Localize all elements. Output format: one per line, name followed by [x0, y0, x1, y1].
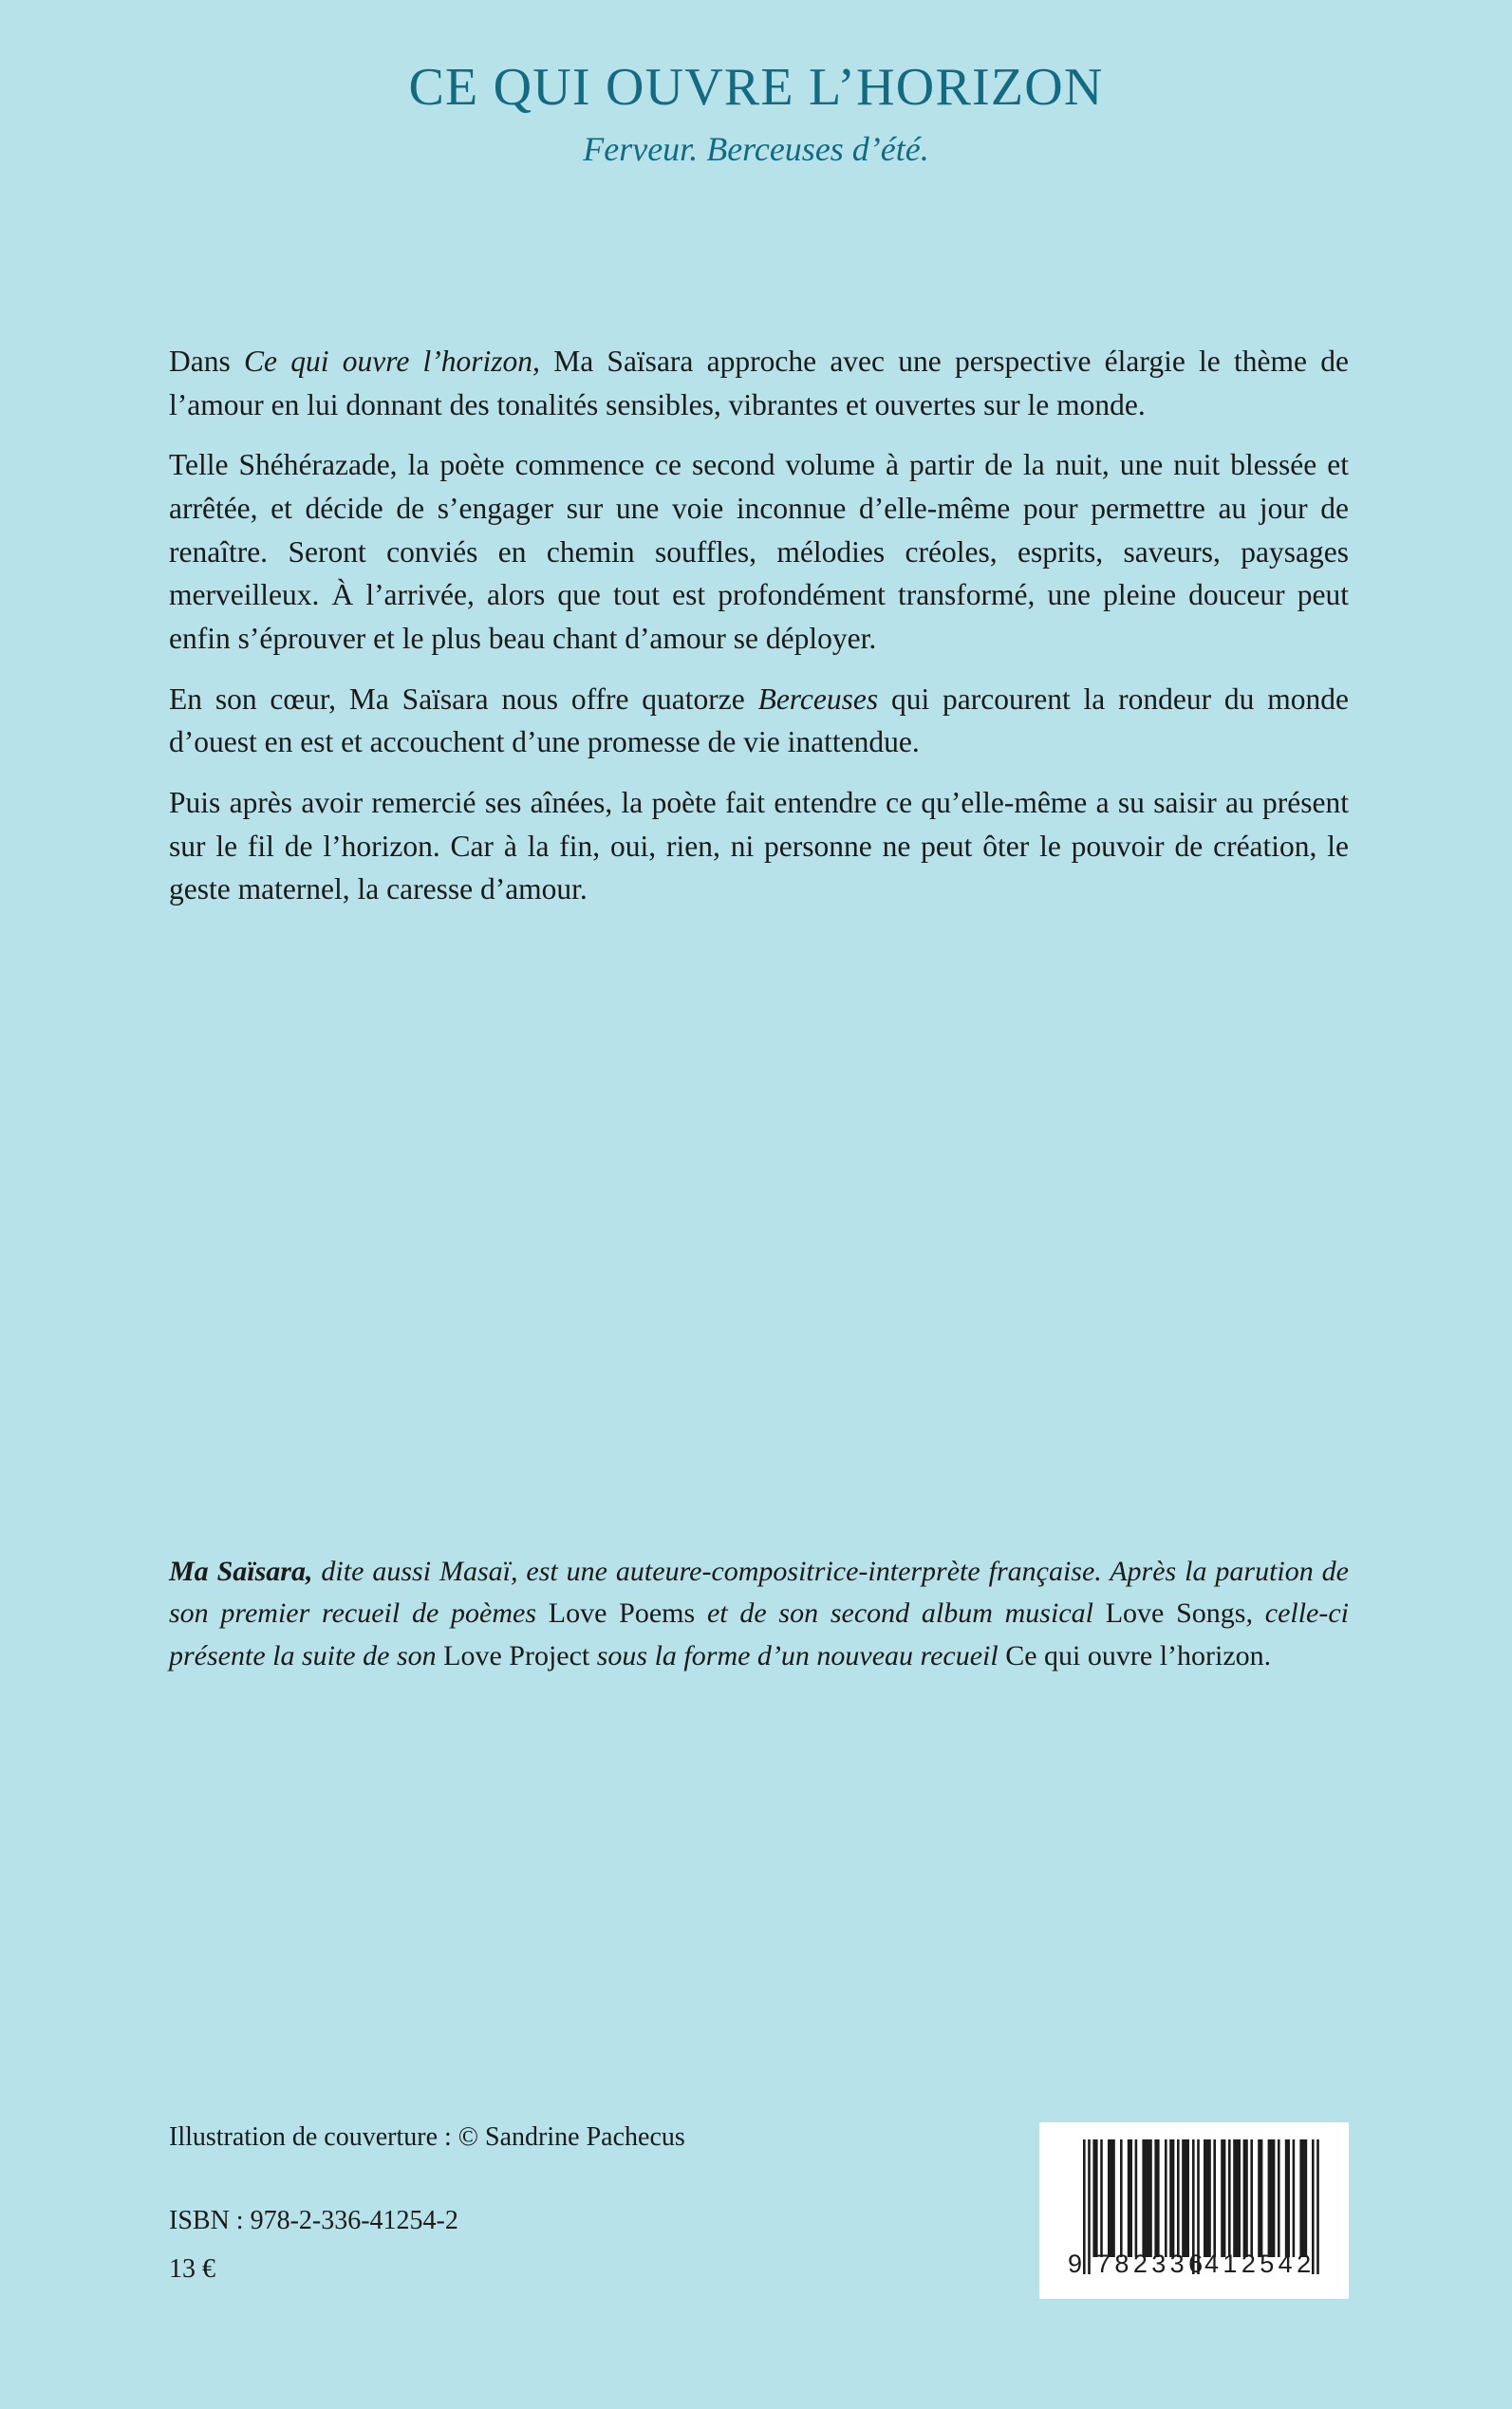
bio-work-love-project: Love Project: [443, 1639, 590, 1671]
cover-header: [0, 59, 1512, 169]
page-title: CE QUI OUVRE L’HORIZON: [408, 58, 1104, 117]
blurb-paragraph-3: [169, 678, 1349, 764]
blurb-paragraph-2: Telle Shéhérazade, la poète commence ce second volume à partir de la nuit, une nuit blessée et arrêtée, et décide de s’engager sur une voie inconnue d’elle-même pour permettre au jour de renaître. Seront conviés en chemin souffles, mélodies créoles, esprits, saveurs, paysages merveilleux. À l’arrivée, alors que tout est profondément transformé, une pleine douceur peut enfin s’éprouver et le plus beau chant d’amour se déployer.: [169, 448, 1349, 656]
blurb-p1-lead: Dans: [169, 345, 244, 378]
blurb-text: [169, 340, 1349, 911]
isbn-text: ISBN : 978-2-336-41254-2: [169, 2206, 458, 2236]
cover-footer: [169, 2120, 947, 2287]
blurb-p3-rest: qui parcourent la rondeur du monde d’ouest en est et accouchent d’une promesse de vie inattendue.: [169, 682, 1349, 759]
ean13-barcode: [1039, 2122, 1349, 2299]
cover-illustration-credit: Illustration de couverture : © Sandrine Pachecus: [169, 2122, 685, 2152]
barcode-digits-right: 412542: [1204, 2250, 1316, 2278]
blurb-paragraph-4: Puis après avoir remercié ses aînées, la poète fait entendre ce qu’elle-même a su saisir au présent sur le fil de l’horizon. Car à la fin, oui, rien, ni personne ne peut ôter le pouvoir de création, le geste maternel, la caresse d’amour.: [169, 786, 1349, 906]
author-bio: [169, 1551, 1349, 1677]
blurb-p3-berceuses: Berceuses: [757, 682, 879, 716]
bio-segment-1: dite aussi Masaï, est une auteure-compositrice-interprète française. Après la parution de son premier recueil de poèmes: [169, 1556, 1349, 1630]
bio-work-love-songs: Love Songs: [1105, 1597, 1246, 1630]
bio-work-love-poems: Love Poems: [548, 1597, 696, 1630]
book-subtitle: Ferveur. Berceuses d’été.: [583, 130, 929, 169]
barcode-digit-lead: 9: [1068, 2250, 1083, 2278]
barcode-digits-left: 782336: [1096, 2250, 1207, 2278]
blurb-paragraph-1: [169, 340, 1349, 426]
author-name: Ma Saïsara,: [169, 1556, 313, 1587]
bio-segment-4: sous la forme d’un nouveau recueil: [589, 1639, 1006, 1671]
bio-segment-3: , celle-ci présente la suite de son: [169, 1597, 1350, 1671]
blurb-p1-rest: Ma Saïsara approche avec une perspective élargie le thème de l’amour en lui donnant des tonalités sensibles, vibrantes et ouvertes sur le monde.: [169, 345, 1349, 421]
blurb-p3-lead: En son cœur, Ma Saïsara nous offre quatorze: [169, 682, 758, 716]
blurb-p1-booktitle: Ce qui ouvre l’horizon,: [244, 345, 540, 378]
price-text: 13 €: [169, 2253, 215, 2284]
bio-segment-2: et de son second album musical: [695, 1597, 1106, 1630]
barcode-panel: [1039, 2122, 1349, 2299]
bio-work-ce-qui-ouvre-lhorizon: Ce qui ouvre l’horizon.: [1005, 1639, 1272, 1671]
